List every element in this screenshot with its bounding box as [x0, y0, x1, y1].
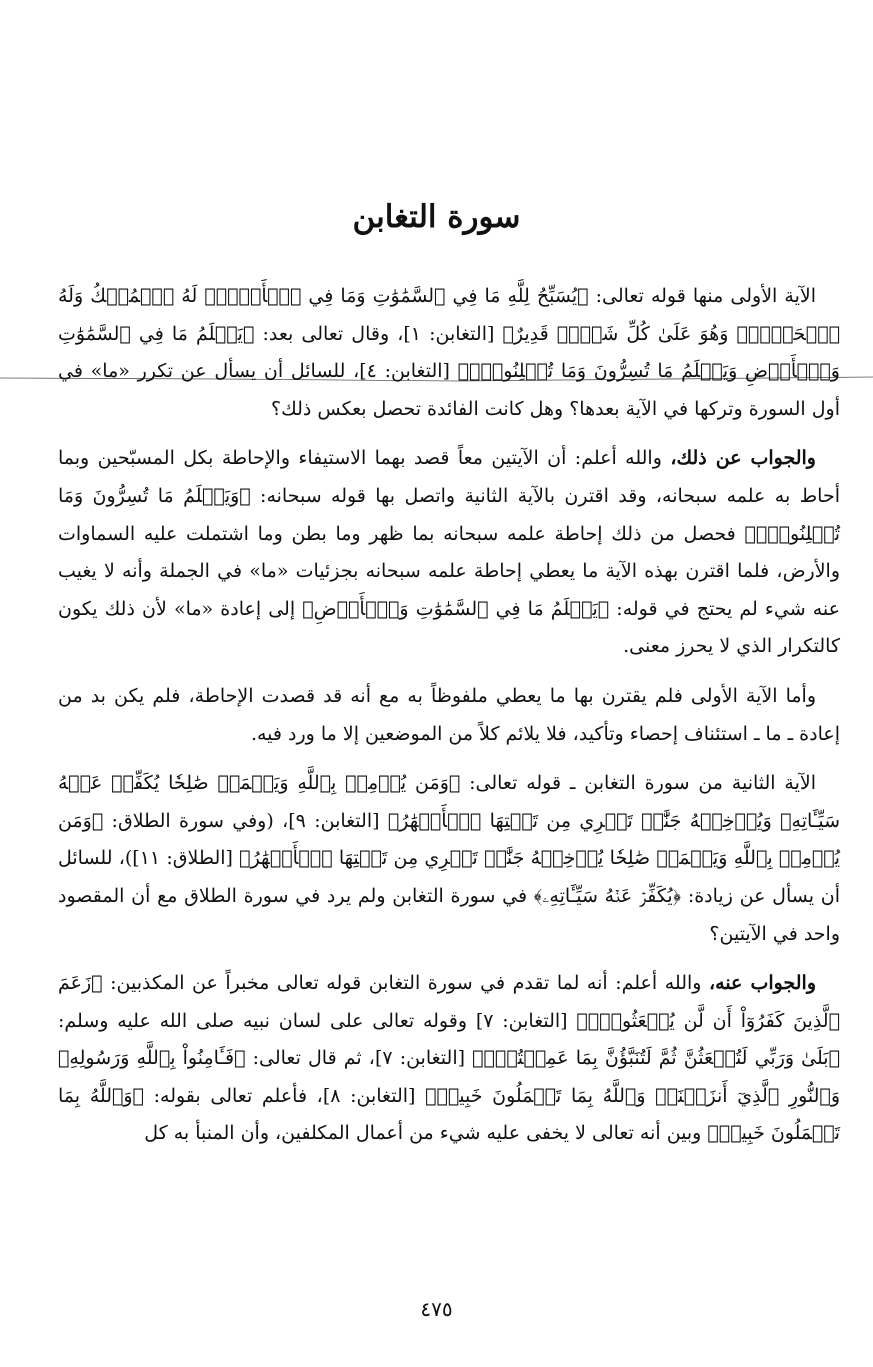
surah-title: سورة التغابن — [352, 199, 521, 235]
paragraph-second-verse-question — [58, 765, 840, 953]
paragraph-text: الآية الأولى منها قوله تعالى: ﴿يُسَبِّحُ لِلَّهِ مَا فِي ٱلسَّمَٰوَٰتِ وَمَا فِي ٱلۡأَرۡضِۖ لَهُ ٱلۡمُلۡكُ وَلَهُ ٱلۡحَمۡدُۖ وَهُوَ عَلَىٰ كُلِّ شَيۡءٖ قَدِيرٌ﴾ [التغابن: ١]، وقال تعالى بعد: ﴿يَعۡلَمُ مَا فِي ٱلسَّمَٰوَٰتِ وَٱلۡأَرۡضِ وَيَعۡلَمُ مَا تُسِرُّونَ وَمَا تُعۡلِنُونَۚ﴾ [التغابن: ٤]، للسائل أن يسأل عن تكرر «ما» في أول السورة وتركها في الآية بعدها؟ وهل كانت الفائدة تحصل بعكس ذلك؟ — [58, 285, 841, 420]
paragraph-first-answer — [58, 440, 840, 666]
paragraph-first-answer-continued — [58, 678, 840, 753]
paragraph-text: والله أعلم: أن الآيتين معاً قصد بهما الاستيفاء والإحاطة بكل المسبّحين وبما أحاط به علمه سبحانه، وقد اقترن بالآية الثانية واتصل بها قوله سبحانه: ﴿وَيَعۡلَمُ مَا تُسِرُّونَ وَمَا تُعۡلِنُونَۚ﴾ فحصل من ذلك إحاطة علمه سبحانه بما ظهر وما بطن وما اشتملت عليه السماوات والأرض، فلما اقترن بهذه الآية ما يعطي إحاطة علمه سبحانه بجزئيات «ما» في الجملة وأنه لا يغيب عنه شيء لم يحتج في قوله: ﴿يَعۡلَمُ مَا فِي ٱلسَّمَٰوَٰتِ وَٱلۡأَرۡضِ﴾ إلى إعادة «ما» لأن ذلك يكون كالتكرار الذي لا يحرز معنى. — [58, 447, 840, 658]
paragraph-text: والله أعلم: أنه لما تقدم في سورة التغابن قوله تعالى مخبراً عن المكذبين: ﴿زَعَمَ ٱلَّذِينَ كَفَرُوٓاْ أَن لَّن يُبۡعَثُواْۚ﴾ [التغابن: ٧] وقوله تعالى على لسان نبيه صلى الله عليه وسلم: ﴿بَلَىٰ وَرَبِّي لَتُبۡعَثُنَّ ثُمَّ لَتُنَبَّؤُنَّ بِمَا عَمِلۡتُمۡۚ﴾ [التغابن: ٧]، ثم قال تعالى: ﴿فَـَٔامِنُواْ بِٱللَّهِ وَرَسُولِهِۦ وَٱلنُّورِ ٱلَّذِيٓ أَنزَلۡنَاۚ وَٱللَّهُ بِمَا تَعۡمَلُونَ خَبِيرٞ﴾ [التغابن: ٨]، فأعلم تعالى بقوله: ﴿وَٱللَّهُ بِمَا تَعۡمَلُونَ خَبِيرٞ﴾ وبين أنه تعالى لا يخفى عليه شيء من أعمال المكلفين، وأن المنبأ به كل — [58, 972, 841, 1145]
paragraph-second-answer — [58, 965, 840, 1153]
paragraph-lead: والجواب عن ذلك، — [670, 447, 816, 470]
paragraph-text: الآية الثانية من سورة التغابن ـ قوله تعالى: ﴿وَمَن يُؤۡمِنۢ بِٱللَّهِ وَيَعۡمَلۡ صَٰلِحٗا يُكَفِّرۡ عَنۡهُ سَيِّـَٔاتِهِۦ وَيُدۡخِلۡهُ جَنَّٰتٖ تَجۡرِي مِن تَحۡتِهَا ٱلۡأَنۡهَٰرُ﴾ [التغابن: ٩]، (وفي سورة الطلاق: ﴿وَمَن يُؤۡمِنۢ بِٱللَّهِ وَيَعۡمَلۡ صَٰلِحٗا يُدۡخِلۡهُ جَنَّٰتٖ تَجۡرِي مِن تَحۡتِهَا ٱلۡأَنۡهَٰرُ﴾ [الطلاق: ١١])، للسائل أن يسأل عن زيادة: ﴿يُكَفِّرۡ عَنۡهُ سَيِّـَٔاتِهِۦ﴾ في سورة التغابن ولم يرد في سورة الطلاق مع أن المقصود واحد في الآيتين؟ — [58, 772, 840, 945]
paragraph-lead: والجواب عنه، — [709, 972, 816, 995]
page-body — [58, 278, 840, 1165]
paragraph-text: وأما الآية الأولى فلم يقترن بها ما يعطي ملفوظاً به مع أنه قد قصدت الإحاطة، فلم يكن بد من إعادة ـ ما ـ استئناف إحصاء وتأكيد، فلا يلائم كلاً من الموضعين إلا ما ورد فيه. — [58, 684, 840, 745]
paragraph-first-verse-question — [58, 278, 840, 428]
page-number: ٤٧٥ — [420, 1297, 453, 1321]
